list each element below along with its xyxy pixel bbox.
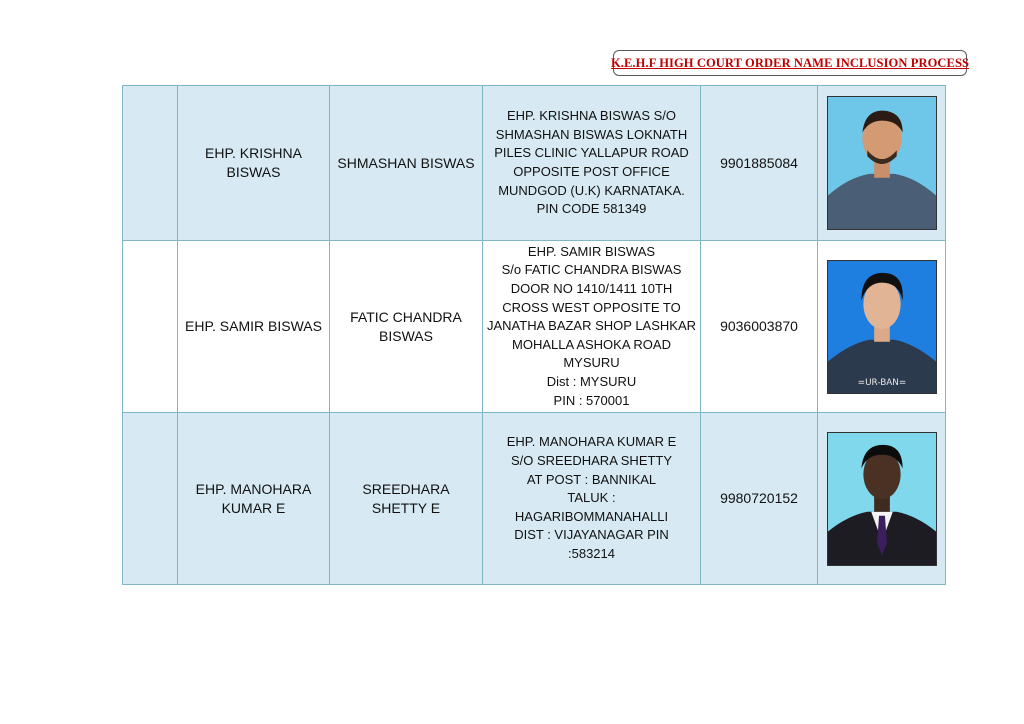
portrait-photo bbox=[827, 432, 937, 566]
phone-cell: 9980720152 bbox=[701, 413, 818, 585]
name-cell: EHP. MANOHARA KUMAR E bbox=[178, 413, 330, 585]
photo-cell bbox=[818, 241, 946, 413]
name-cell: EHP. KRISHNA BISWAS bbox=[178, 86, 330, 241]
address-cell: EHP. SAMIR BISWAS S/o FATIC CHANDRA BISWAS DOOR NO 1410/1411 10TH CROSS WEST OPPOSITE TO JANATHA BAZAR SHOP LASHKAR MOHALLA ASHOKA ROAD MYSURU Dist : MYSURU PIN : 570001 bbox=[483, 241, 701, 413]
serial-cell bbox=[123, 241, 178, 413]
father-name-cell: SREEDHARA SHETTY E bbox=[330, 413, 483, 585]
document-header bbox=[610, 50, 970, 76]
father-name-cell: SHMASHAN BISWAS bbox=[330, 86, 483, 241]
portrait-photo bbox=[827, 260, 937, 394]
document-title: K.E.H.F HIGH COURT ORDER NAME INCLUSION PROCESS bbox=[610, 55, 970, 70]
table-row bbox=[123, 413, 946, 585]
serial-cell bbox=[123, 413, 178, 585]
records-table bbox=[122, 85, 946, 585]
shirt-print-text: =UR-BAN= bbox=[857, 377, 906, 388]
phone-cell: 9036003870 bbox=[701, 241, 818, 413]
photo-cell bbox=[818, 413, 946, 585]
address-cell: EHP. KRISHNA BISWAS S/O SHMASHAN BISWAS LOKNATH PILES CLINIC YALLAPUR ROAD OPPOSITE POST OFFICE MUNDGOD (U.K) KARNATAKA. PIN CODE 581349 bbox=[483, 86, 701, 241]
name-cell: EHP. SAMIR BISWAS bbox=[178, 241, 330, 413]
portrait-photo bbox=[827, 96, 937, 230]
serial-cell bbox=[123, 86, 178, 241]
table-row bbox=[123, 86, 946, 241]
phone-cell: 9901885084 bbox=[701, 86, 818, 241]
address-cell: EHP. MANOHARA KUMAR E S/O SREEDHARA SHETTY AT POST : BANNIKAL TALUK : HAGARIBOMMANAHALLI DIST : VIJAYANAGAR PIN :583214 bbox=[483, 413, 701, 585]
father-name-cell: FATIC CHANDRA BISWAS bbox=[330, 241, 483, 413]
photo-cell bbox=[818, 86, 946, 241]
table-row bbox=[123, 241, 946, 413]
